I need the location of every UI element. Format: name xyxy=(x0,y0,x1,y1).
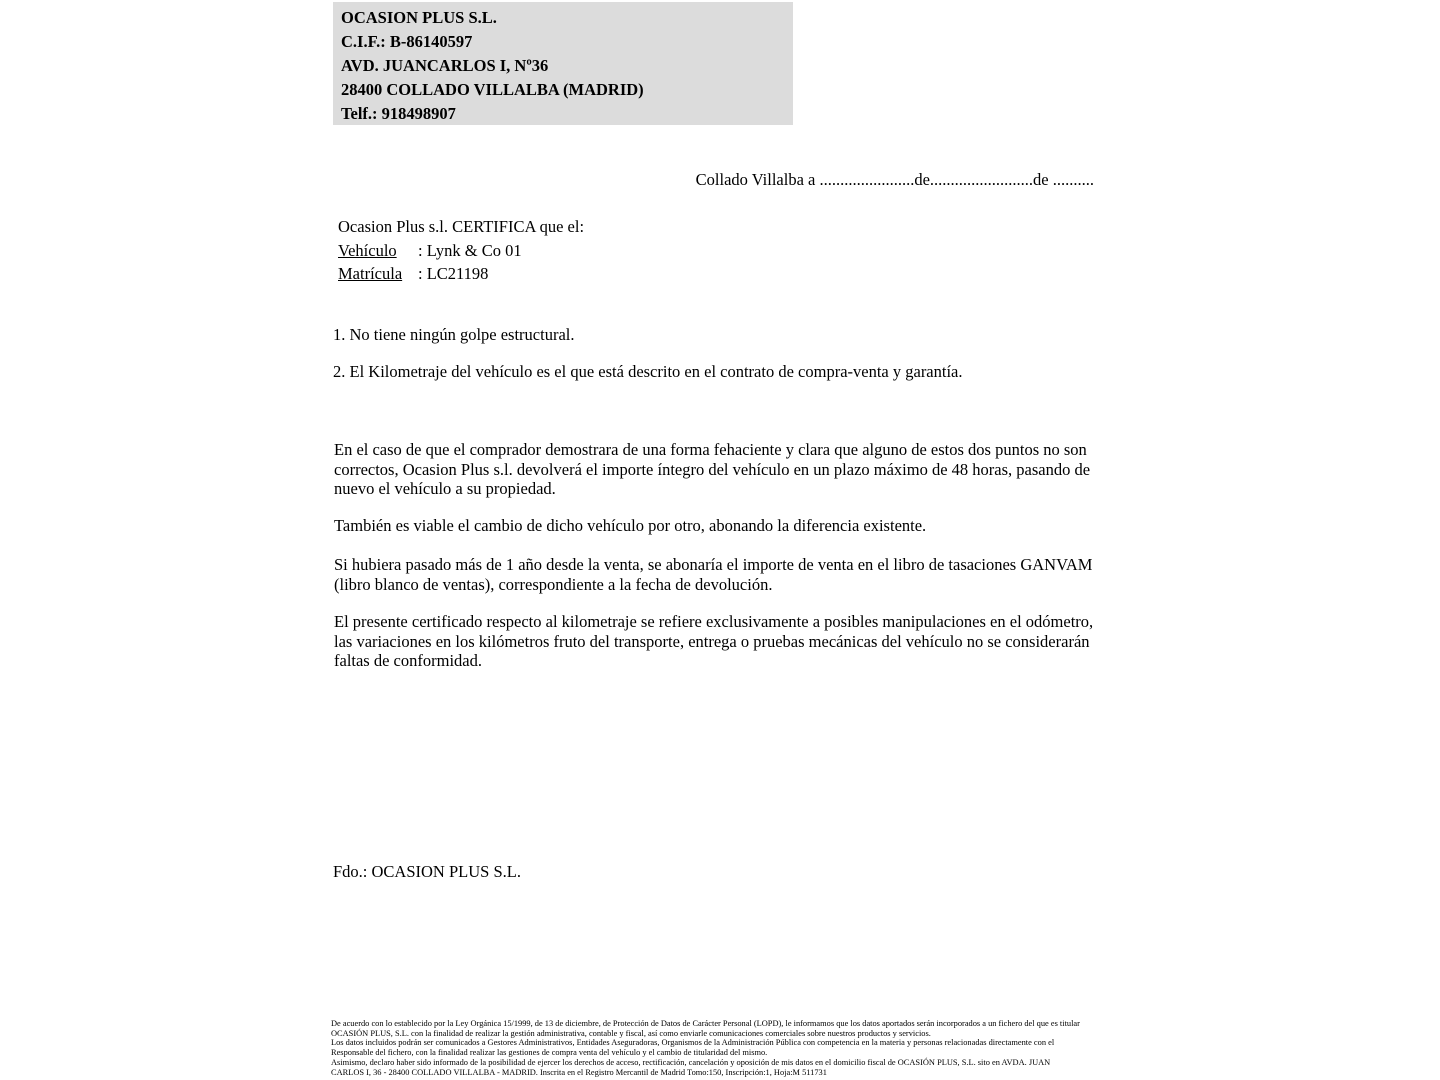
company-header-box xyxy=(333,2,793,125)
fine-print-line: OCASIÓN PLUS, S.L. con la finalidad de realizar la gestión administrativa, contable y fiscal, así como enviarle comunicaciones comerciales sobre nuestros productos y servicios. xyxy=(331,1028,931,1038)
fine-print-line: Responsable del fichero, con la finalidad realizar las gestiones de compra venta del vehículo y el cambio de titularidad del mismo. xyxy=(331,1048,768,1058)
company-cif: C.I.F.: B-86140597 xyxy=(341,32,473,51)
vehicle-label: Vehículo xyxy=(338,240,397,260)
point-structural: 1. No tiene ningún golpe estructural. xyxy=(333,325,575,344)
company-name: OCASION PLUS S.L. xyxy=(341,8,497,27)
fine-print-block xyxy=(331,1019,1080,1077)
vehicle-label-wrap xyxy=(338,239,418,263)
date-line: Collado Villalba a .......................de.........................de .......... xyxy=(695,170,1094,189)
fine-print-line: CARLOS I, 36 - 28400 COLLADO VILLALBA - MADRID. Inscrita en el Registro Mercantil de Madrid Tomo:150, Inscripción:1, Hoja:M 511731 xyxy=(331,1067,827,1077)
company-phone: Telf.: 918498907 xyxy=(341,104,456,123)
paragraph-refund: En el caso de que el comprador demostrara de una forma fehaciente y clara que alguno de estos dos puntos no son correctos, Ocasion Plus s.l. devolverá el importe íntegro del vehículo en un plazo máximo de 48 horas, pasando de nuevo el vehículo a su propiedad. xyxy=(334,440,1091,498)
paragraph-odometer: El presente certificado respecto al kilometraje se refiere exclusivamente a posibles manipulaciones en el odómetro, las variaciones en los kilómetros fruto del transporte, entrega o pruebas mecánicas del vehículo no se considerarán faltas de conformidad. xyxy=(334,612,1094,670)
fine-print-line: Los datos incluidos podrán ser comunicados a Gestores Administrativos, Entidades Aseguradoras, Organismos de la Administración Pública con competencia en la materia y personas relacionadas directamente con el xyxy=(331,1038,1055,1048)
certificate-block xyxy=(338,215,584,286)
plate-label-wrap xyxy=(338,262,418,286)
plate-label: Matrícula xyxy=(338,264,403,283)
company-address: AVD. JUANCARLOS I, Nº36 xyxy=(341,56,549,75)
plate-row xyxy=(338,262,584,286)
point-mileage: 2. El Kilometraje del vehículo es el que está descrito en el contrato de compra-venta y garantía. xyxy=(333,362,963,381)
plate-value: : LC21198 xyxy=(418,264,489,283)
fine-print-line: De acuerdo con lo establecido por la Ley Orgánica 15/1999, de 13 de diciembre, de Protección de Datos de Carácter Personal (LOPD), le informamos que los datos aportados serán incorporados a un fichero del que es titular xyxy=(331,1019,1080,1028)
company-city: 28400 COLLADO VILLALBA (MADRID) xyxy=(341,80,644,99)
paragraph-exchange: También es viable el cambio de dicho vehículo por otro, abonando la diferencia existente. xyxy=(334,516,927,535)
certify-intro: Ocasion Plus s.l. CERTIFICA que el: xyxy=(338,217,585,236)
vehicle-row xyxy=(338,239,584,263)
signature-line: Fdo.: OCASION PLUS S.L. xyxy=(333,862,521,881)
paragraph-ganvam: Si hubiera pasado más de 1 año desde la venta, se abonaría el importe de venta en el libro de tasaciones GANVAM (libro blanco de ventas), correspondiente a la fecha de devolución. xyxy=(334,555,1093,594)
fine-print-line: Asimismo, declaro haber sido informado de la posibilidad de ejercer los derechos de acceso, rectificación, cancelación y oposición de mis datos en el domicilio fiscal de OCASIÓN PLUS, S.L. sito en AVDA. JUAN xyxy=(331,1057,1051,1067)
vehicle-value: : Lynk & Co 01 xyxy=(418,240,522,260)
